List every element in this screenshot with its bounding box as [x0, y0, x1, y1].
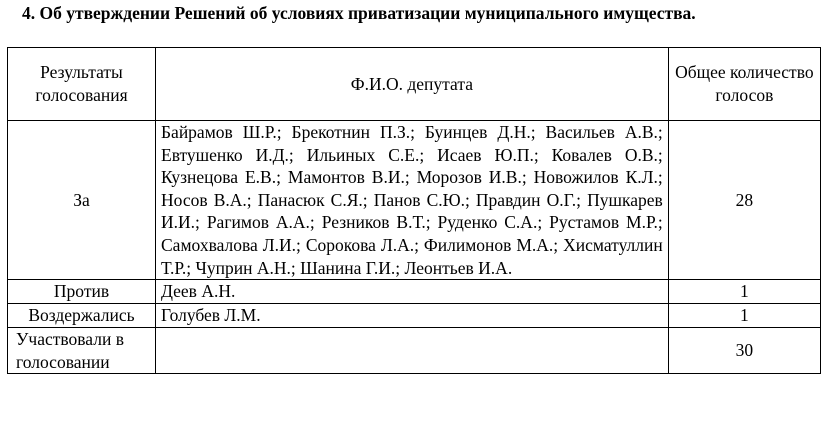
- header-deputy: Ф.И.О. депутата: [156, 48, 669, 121]
- table-header-row: [8, 48, 821, 121]
- deputies-cell: [156, 328, 669, 374]
- count-cell: 1: [668, 280, 820, 304]
- result-cell: Против: [8, 280, 156, 304]
- header-result: Результаты голосования: [8, 48, 156, 121]
- header-total: Общее количество голосов: [668, 48, 820, 121]
- result-cell: За: [8, 121, 156, 280]
- voting-results-table: [7, 47, 821, 374]
- result-cell: Участвовали в голосовании: [8, 328, 156, 374]
- deputies-cell: Голубев Л.М.: [156, 304, 669, 328]
- count-cell: 30: [668, 328, 820, 374]
- deputies-cell: Байрамов Ш.Р.; Брекотнин П.З.; Буинцев Д.Н.; Васильев А.В.; Евтушенко И.Д.; Ильиных С.Е.; Исаев Ю.П.; Ковалев О.В.; Кузнецова Е.В.; Мамонтов В.И.; Морозов И.В.; Новожилов К.Л.; Носов В.А.; Панасюк С.Я.; Панов С.Ю.; Правдин О.Г.; Пушкарев И.И.; Рагимов А.А.; Резников В.Т.; Руденко С.А.; Рустамов М.Р.; Самохвалова Л.И.; Сорокова Л.А.; Филимонов М.А.; Хисматуллин Т.Р.; Чуприн А.Н.; Шанина Г.И.; Леонтьев И.А.: [156, 121, 669, 280]
- table-row-participated: [8, 328, 821, 374]
- deputies-cell: Деев А.Н.: [156, 280, 669, 304]
- result-cell: Воздержались: [8, 304, 156, 328]
- table-row-against: [8, 280, 821, 304]
- count-cell: 28: [668, 121, 820, 280]
- table-row-for: [8, 121, 821, 280]
- table-row-abstained: [8, 304, 821, 328]
- count-cell: 1: [668, 304, 820, 328]
- section-heading: 4. Об утверждении Решений об условиях приватизации муниципального имущества.: [22, 3, 696, 23]
